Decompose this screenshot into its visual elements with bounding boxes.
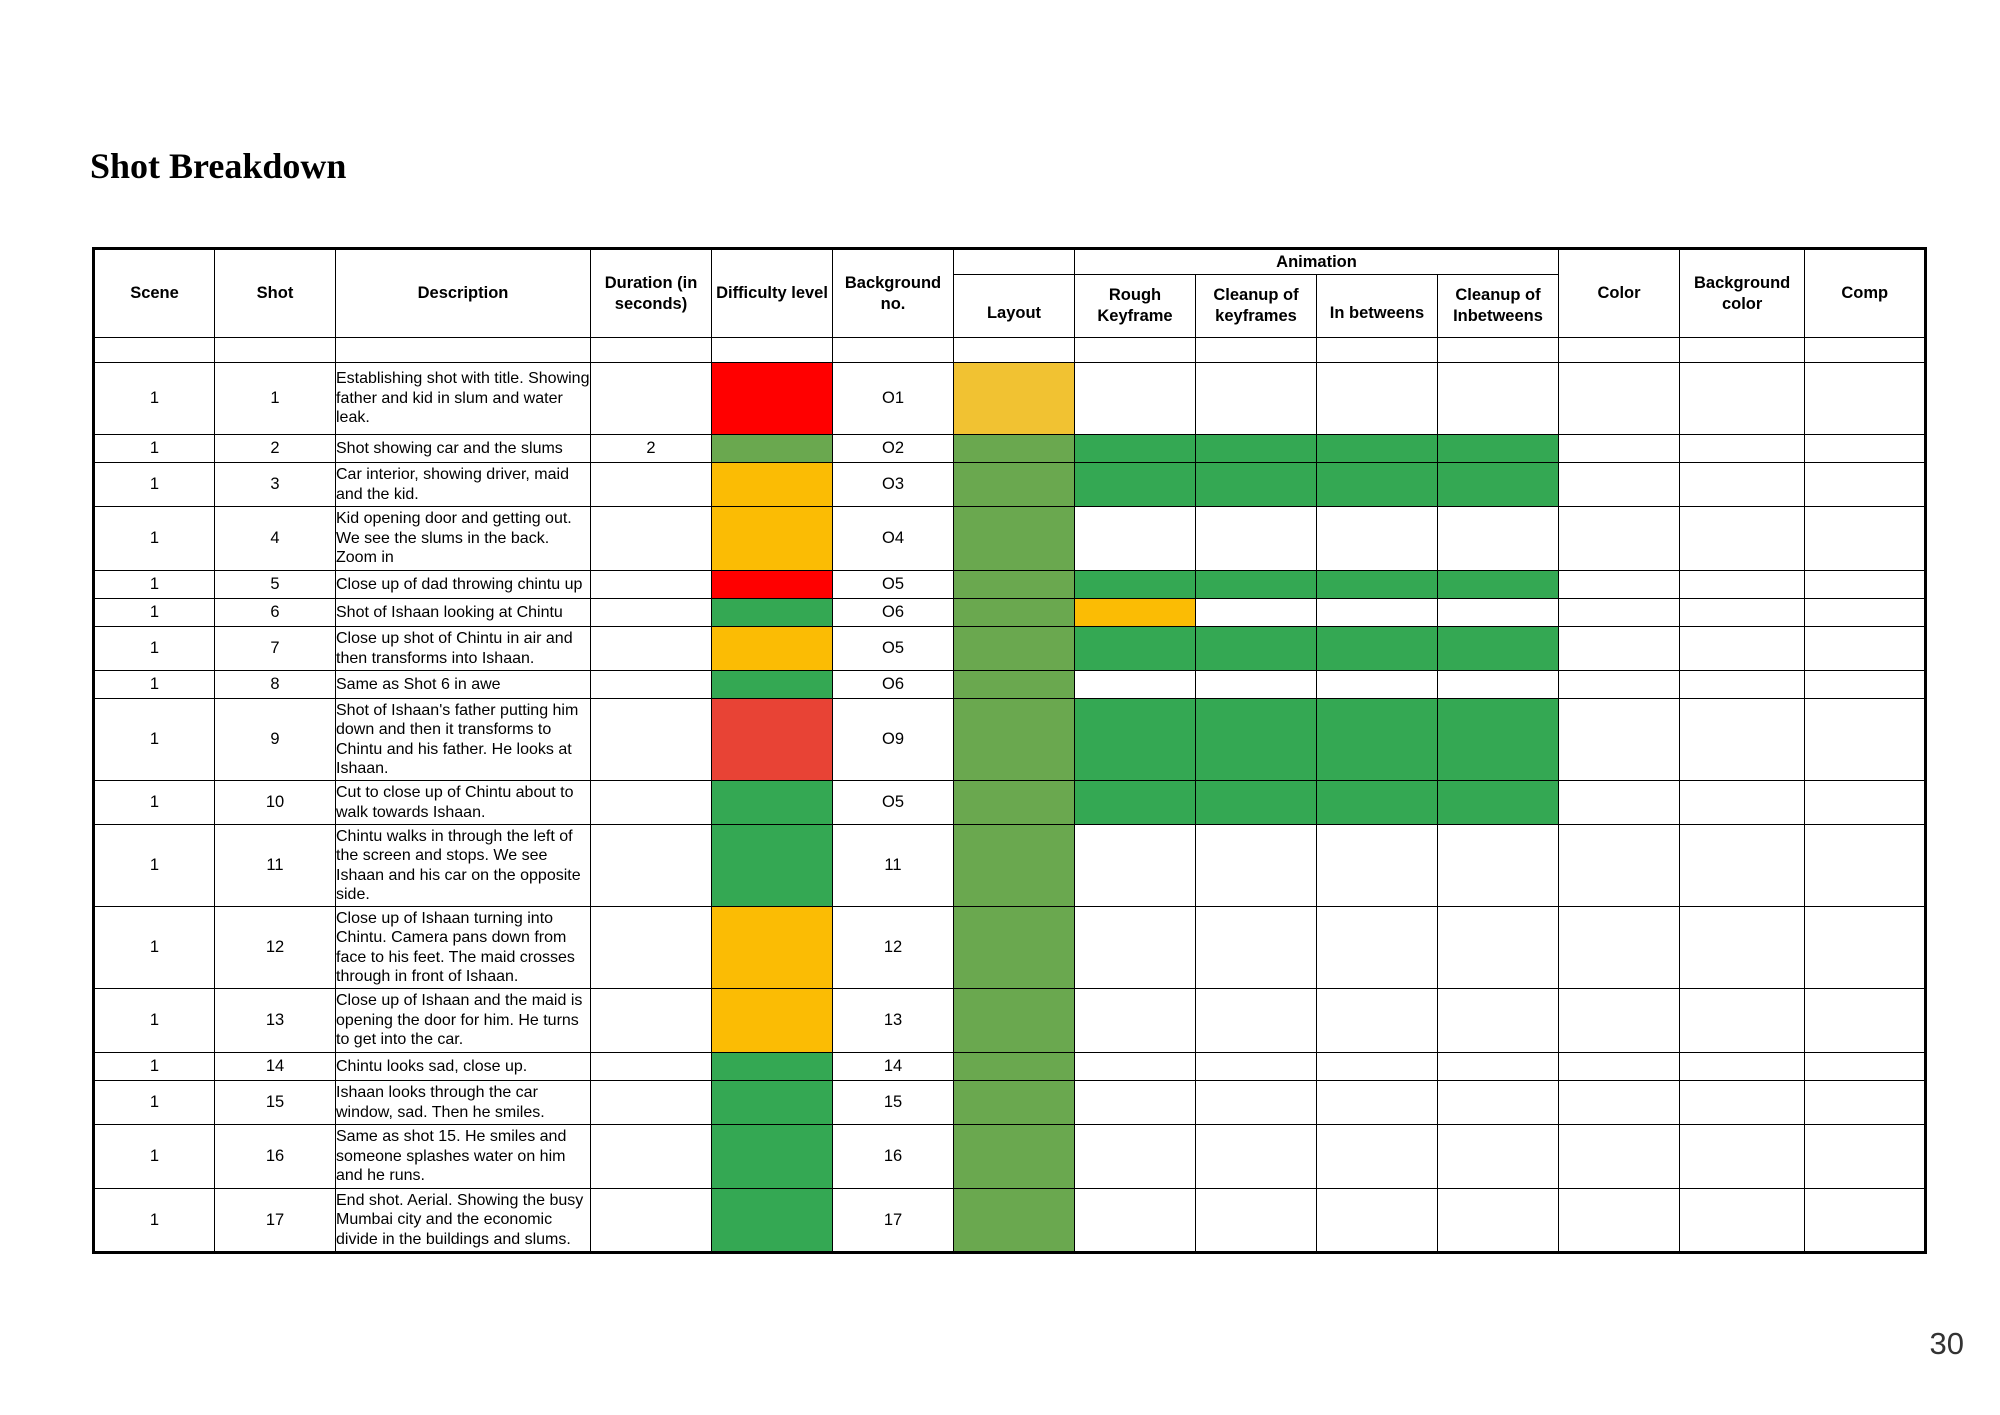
scene-cell: 1 [94,363,215,435]
background-no-cell: O3 [833,463,954,507]
cleanup-inbetweens-cell [1438,1053,1559,1081]
background-color-cell [1680,989,1805,1053]
in-betweens-cell [1317,825,1438,907]
table-row [94,435,1926,463]
shot-cell: 8 [215,671,336,699]
layout-cell [954,781,1075,825]
table-row [94,571,1926,599]
shot-cell: 17 [215,1189,336,1253]
layout-cell [954,435,1075,463]
shot-cell: 2 [215,435,336,463]
duration-cell [591,825,712,907]
table-row [94,363,1926,435]
scene-cell: 1 [94,463,215,507]
duration-cell [591,1189,712,1253]
comp-cell [1805,463,1926,507]
table-row [94,825,1926,907]
rough-keyframe-cell [1075,989,1196,1053]
difficulty-cell [712,599,833,627]
shot-cell: 12 [215,907,336,989]
shot-cell: 13 [215,989,336,1053]
background-color-cell [1680,781,1805,825]
cleanup-keyframes-cell [1196,1125,1317,1189]
cleanup-keyframes-cell [1196,435,1317,463]
layout-cell [954,989,1075,1053]
header-layout: Layout [954,275,1075,338]
table-row [94,781,1926,825]
shot-cell: 9 [215,699,336,781]
background-color-cell [1680,825,1805,907]
description-cell: Chintu looks sad, close up. [336,1053,591,1081]
header-scene: Scene [94,249,215,338]
difficulty-cell [712,1189,833,1253]
spacer-cell [336,338,591,363]
comp-cell [1805,907,1926,989]
background-no-cell: 13 [833,989,954,1053]
spacer-cell [591,338,712,363]
in-betweens-cell [1317,671,1438,699]
background-no-cell: 11 [833,825,954,907]
description-cell: Shot of Ishaan's father putting him down and then it transforms to Chintu and his father. He looks at Ishaan. [336,699,591,781]
comp-cell [1805,699,1926,781]
spacer-row [94,338,1926,363]
layout-cell [954,599,1075,627]
table-row [94,599,1926,627]
description-cell: End shot. Aerial. Showing the busy Mumbai city and the economic divide in the buildings and slums. [336,1189,591,1253]
cleanup-inbetweens-cell [1438,363,1559,435]
scene-cell: 1 [94,907,215,989]
cleanup-keyframes-cell [1196,699,1317,781]
layout-cell [954,1081,1075,1125]
layout-cell [954,825,1075,907]
description-cell: Shot of Ishaan looking at Chintu [336,599,591,627]
scene-cell: 1 [94,1053,215,1081]
in-betweens-cell [1317,1125,1438,1189]
background-color-cell [1680,1081,1805,1125]
shot-cell: 3 [215,463,336,507]
layout-cell [954,627,1075,671]
spacer-cell [1075,338,1196,363]
background-no-cell: O5 [833,781,954,825]
scene-cell: 1 [94,671,215,699]
scene-cell: 1 [94,781,215,825]
table-row [94,1053,1926,1081]
rough-keyframe-cell [1075,825,1196,907]
comp-cell [1805,599,1926,627]
in-betweens-cell [1317,599,1438,627]
rough-keyframe-cell [1075,363,1196,435]
in-betweens-cell [1317,699,1438,781]
duration-cell [591,781,712,825]
comp-cell [1805,435,1926,463]
rough-keyframe-cell [1075,671,1196,699]
description-cell: Establishing shot with title. Showing father and kid in slum and water leak. [336,363,591,435]
duration-cell [591,1053,712,1081]
color-cell [1559,989,1680,1053]
layout-cell [954,1125,1075,1189]
color-cell [1559,1125,1680,1189]
cleanup-keyframes-cell [1196,571,1317,599]
color-cell [1559,781,1680,825]
table-row [94,507,1926,571]
page-title: Shot Breakdown [90,146,347,186]
cleanup-inbetweens-cell [1438,1081,1559,1125]
cleanup-inbetweens-cell [1438,599,1559,627]
color-cell [1559,599,1680,627]
shot-cell: 11 [215,825,336,907]
scene-cell: 1 [94,627,215,671]
background-color-cell [1680,1125,1805,1189]
background-no-cell: O6 [833,599,954,627]
description-cell: Same as shot 15. He smiles and someone splashes water on him and he runs. [336,1125,591,1189]
spacer-cell [1317,338,1438,363]
color-cell [1559,1053,1680,1081]
duration-cell [591,1081,712,1125]
difficulty-cell [712,435,833,463]
layout-cell [954,1053,1075,1081]
in-betweens-cell [1317,1053,1438,1081]
scene-cell: 1 [94,825,215,907]
color-cell [1559,571,1680,599]
in-betweens-cell [1317,989,1438,1053]
spacer-cell [94,338,215,363]
difficulty-cell [712,507,833,571]
background-no-cell: O4 [833,507,954,571]
header-in-betweens: In betweens [1317,275,1438,338]
duration-cell [591,599,712,627]
rough-keyframe-cell [1075,907,1196,989]
page-number: 30 [1929,1326,1964,1361]
shot-cell: 15 [215,1081,336,1125]
background-color-cell [1680,699,1805,781]
table-row [94,1081,1926,1125]
cleanup-keyframes-cell [1196,781,1317,825]
spacer-cell [1680,338,1805,363]
difficulty-cell [712,1125,833,1189]
table-row [94,989,1926,1053]
comp-cell [1805,571,1926,599]
header-cleanup-keyframes: Cleanup of keyframes [1196,275,1317,338]
description-cell: Chintu walks in through the left of the screen and stops. We see Ishaan and his car on the opposite side. [336,825,591,907]
background-color-cell [1680,463,1805,507]
rough-keyframe-cell [1075,435,1196,463]
background-color-cell [1680,671,1805,699]
rough-keyframe-cell [1075,781,1196,825]
layout-cell [954,907,1075,989]
layout-cell [954,699,1075,781]
scene-cell: 1 [94,435,215,463]
cleanup-keyframes-cell [1196,363,1317,435]
cleanup-inbetweens-cell [1438,1189,1559,1253]
background-no-cell: 17 [833,1189,954,1253]
cleanup-inbetweens-cell [1438,1125,1559,1189]
description-cell: Close up of Ishaan turning into Chintu. Camera pans down from face to his feet. The maid crosses through in front of Ishaan. [336,907,591,989]
background-no-cell: O9 [833,699,954,781]
header-color: Color [1559,249,1680,338]
background-color-cell [1680,627,1805,671]
background-no-cell: 14 [833,1053,954,1081]
duration-cell [591,699,712,781]
cleanup-inbetweens-cell [1438,989,1559,1053]
scene-cell: 1 [94,571,215,599]
rough-keyframe-cell [1075,1081,1196,1125]
background-color-cell [1680,571,1805,599]
color-cell [1559,507,1680,571]
shot-breakdown-table [92,247,1927,1254]
shot-cell: 6 [215,599,336,627]
description-cell: Close up of dad throwing chintu up [336,571,591,599]
difficulty-cell [712,699,833,781]
spacer-cell [215,338,336,363]
cleanup-inbetweens-cell [1438,463,1559,507]
shot-cell: 5 [215,571,336,599]
difficulty-cell [712,781,833,825]
description-cell: Car interior, showing driver, maid and the kid. [336,463,591,507]
comp-cell [1805,1081,1926,1125]
comp-cell [1805,627,1926,671]
comp-cell [1805,507,1926,571]
cleanup-keyframes-cell [1196,627,1317,671]
duration-cell [591,507,712,571]
difficulty-cell [712,1081,833,1125]
color-cell [1559,463,1680,507]
header-comp: Comp [1805,249,1926,338]
in-betweens-cell [1317,1081,1438,1125]
description-cell: Close up shot of Chintu in air and then transforms into Ishaan. [336,627,591,671]
cleanup-inbetweens-cell [1438,435,1559,463]
description-cell: Cut to close up of Chintu about to walk towards Ishaan. [336,781,591,825]
spacer-cell [712,338,833,363]
rough-keyframe-cell [1075,463,1196,507]
comp-cell [1805,825,1926,907]
color-cell [1559,627,1680,671]
shot-cell: 10 [215,781,336,825]
color-cell [1559,1189,1680,1253]
spacer-cell [1196,338,1317,363]
rough-keyframe-cell [1075,627,1196,671]
rough-keyframe-cell [1075,699,1196,781]
color-cell [1559,435,1680,463]
scene-cell: 1 [94,699,215,781]
rough-keyframe-cell [1075,507,1196,571]
description-cell: Close up of Ishaan and the maid is opening the door for him. He turns to get into the car. [336,989,591,1053]
cleanup-keyframes-cell [1196,825,1317,907]
rough-keyframe-cell [1075,1125,1196,1189]
scene-cell: 1 [94,507,215,571]
header-background-no: Background no. [833,249,954,338]
difficulty-cell [712,825,833,907]
header-rough-keyframe: Rough Keyframe [1075,275,1196,338]
color-cell [1559,825,1680,907]
color-cell [1559,1081,1680,1125]
background-no-cell: 16 [833,1125,954,1189]
comp-cell [1805,1053,1926,1081]
description-cell: Kid opening door and getting out. We see the slums in the back. Zoom in [336,507,591,571]
header-duration: Duration (in seconds) [591,249,712,338]
cleanup-inbetweens-cell [1438,699,1559,781]
rough-keyframe-cell [1075,1189,1196,1253]
background-color-cell [1680,363,1805,435]
layout-cell [954,1189,1075,1253]
shot-cell: 4 [215,507,336,571]
comp-cell [1805,989,1926,1053]
background-color-cell [1680,599,1805,627]
layout-cell [954,507,1075,571]
table-row [94,463,1926,507]
cleanup-keyframes-cell [1196,507,1317,571]
layout-cell [954,463,1075,507]
duration-cell: 2 [591,435,712,463]
cleanup-inbetweens-cell [1438,627,1559,671]
comp-cell [1805,1125,1926,1189]
header-background-color: Background color [1680,249,1805,338]
duration-cell [591,1125,712,1189]
spacer-cell [1805,338,1926,363]
layout-cell [954,363,1075,435]
difficulty-cell [712,627,833,671]
shot-cell: 16 [215,1125,336,1189]
background-color-cell [1680,507,1805,571]
cleanup-inbetweens-cell [1438,571,1559,599]
table-row [94,1125,1926,1189]
scene-cell: 1 [94,599,215,627]
cleanup-keyframes-cell [1196,463,1317,507]
scene-cell: 1 [94,1125,215,1189]
rough-keyframe-cell [1075,599,1196,627]
duration-cell [591,671,712,699]
shot-cell: 1 [215,363,336,435]
difficulty-cell [712,907,833,989]
duration-cell [591,363,712,435]
description-cell: Ishaan looks through the car window, sad. Then he smiles. [336,1081,591,1125]
scene-cell: 1 [94,1189,215,1253]
cleanup-keyframes-cell [1196,1053,1317,1081]
in-betweens-cell [1317,507,1438,571]
difficulty-cell [712,463,833,507]
duration-cell [591,989,712,1053]
header-animation: Animation [1075,249,1559,275]
description-cell: Same as Shot 6 in awe [336,671,591,699]
table-row [94,1189,1926,1253]
color-cell [1559,363,1680,435]
background-no-cell: 15 [833,1081,954,1125]
color-cell [1559,699,1680,781]
header-difficulty: Difficulty level [712,249,833,338]
spacer-cell [833,338,954,363]
rough-keyframe-cell [1075,571,1196,599]
cleanup-keyframes-cell [1196,1081,1317,1125]
difficulty-cell [712,571,833,599]
spacer-cell [954,338,1075,363]
background-color-cell [1680,435,1805,463]
table-row [94,627,1926,671]
cleanup-inbetweens-cell [1438,907,1559,989]
background-color-cell [1680,907,1805,989]
background-color-cell [1680,1053,1805,1081]
cleanup-keyframes-cell [1196,1189,1317,1253]
color-cell [1559,907,1680,989]
cleanup-keyframes-cell [1196,599,1317,627]
color-cell [1559,671,1680,699]
in-betweens-cell [1317,571,1438,599]
header-layout-spacer [954,249,1075,275]
background-no-cell: O6 [833,671,954,699]
scene-cell: 1 [94,989,215,1053]
table-body [94,338,1926,1253]
duration-cell [591,627,712,671]
duration-cell [591,571,712,599]
duration-cell [591,907,712,989]
duration-cell [591,463,712,507]
spacer-cell [1438,338,1559,363]
cleanup-keyframes-cell [1196,671,1317,699]
in-betweens-cell [1317,781,1438,825]
cleanup-keyframes-cell [1196,907,1317,989]
background-no-cell: 12 [833,907,954,989]
in-betweens-cell [1317,627,1438,671]
background-no-cell: O5 [833,627,954,671]
in-betweens-cell [1317,1189,1438,1253]
cleanup-inbetweens-cell [1438,507,1559,571]
table-row [94,699,1926,781]
background-no-cell: O1 [833,363,954,435]
comp-cell [1805,781,1926,825]
shot-cell: 7 [215,627,336,671]
background-no-cell: O2 [833,435,954,463]
scene-cell: 1 [94,1081,215,1125]
difficulty-cell [712,989,833,1053]
header-shot: Shot [215,249,336,338]
spacer-cell [1559,338,1680,363]
layout-cell [954,671,1075,699]
header-cleanup-inbetweens: Cleanup of Inbetweens [1438,275,1559,338]
rough-keyframe-cell [1075,1053,1196,1081]
difficulty-cell [712,671,833,699]
comp-cell [1805,671,1926,699]
background-no-cell: O5 [833,571,954,599]
description-cell: Shot showing car and the slums [336,435,591,463]
cleanup-inbetweens-cell [1438,825,1559,907]
layout-cell [954,571,1075,599]
in-betweens-cell [1317,907,1438,989]
table-row [94,671,1926,699]
background-color-cell [1680,1189,1805,1253]
cleanup-inbetweens-cell [1438,781,1559,825]
cleanup-keyframes-cell [1196,989,1317,1053]
table-row [94,907,1926,989]
comp-cell [1805,1189,1926,1253]
comp-cell [1805,363,1926,435]
in-betweens-cell [1317,363,1438,435]
shot-cell: 14 [215,1053,336,1081]
in-betweens-cell [1317,463,1438,507]
in-betweens-cell [1317,435,1438,463]
difficulty-cell [712,363,833,435]
header-description: Description [336,249,591,338]
difficulty-cell [712,1053,833,1081]
cleanup-inbetweens-cell [1438,671,1559,699]
